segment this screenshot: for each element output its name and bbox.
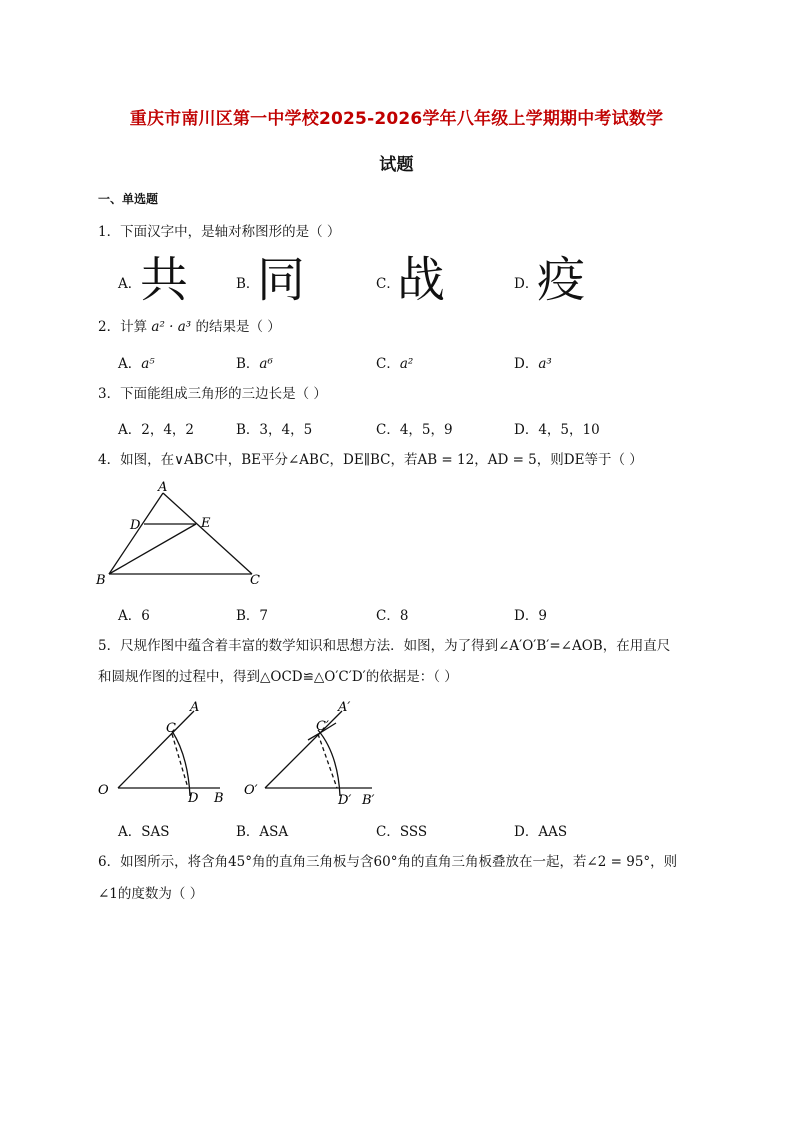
q5-label-o: O: [98, 783, 109, 798]
q4-option-a-text: 6: [141, 608, 150, 624]
question-1-stem: 1．下面汉字中，是轴对称图形的是（ ）: [98, 224, 341, 240]
q4-side-ac: [163, 493, 252, 574]
q3-option-d-letter: D．: [514, 422, 539, 438]
q5-label-d-prime: D′: [338, 793, 352, 808]
q3-option-c-text: 4，5，9: [399, 422, 453, 438]
q4-option-c-letter: C．: [376, 608, 400, 624]
q5-label-d: D: [188, 791, 199, 806]
q4-option-d-text: 9: [538, 608, 547, 624]
q5-arc-c2d2: [318, 730, 340, 796]
q1-option-d-char: 疫: [537, 252, 586, 308]
q4-label-e: E: [201, 516, 211, 531]
q2-option-b: [236, 352, 273, 372]
exam-title: 重庆市南川区第一中学校2025-2026学年八年级上学期期中考试数学: [129, 109, 664, 129]
q2-option-d: [514, 352, 552, 372]
question-2-stem: [98, 317, 281, 337]
q5-option-d-text: AAS: [538, 824, 568, 840]
q1-option-d-letter: D．: [514, 276, 539, 292]
q5-label-a-prime: A′: [338, 700, 351, 715]
q2-option-d-text: a³: [538, 356, 552, 372]
q4-option-b-letter: B．: [236, 608, 260, 624]
q5-option-c: [376, 820, 427, 840]
q4-segment-be: [109, 524, 196, 574]
q4-label-a: A: [158, 480, 168, 495]
q5-option-d: [514, 820, 567, 840]
question-6-stem-line2: ∠1的度数为（ ）: [98, 886, 204, 902]
q5-option-a-text: SAS: [141, 824, 170, 840]
question-4-stem: 4．如图，在∨ABC中，BE平分∠ABC，DE∥BC，若AB = 12，AD = 5，则DE等于（ ）: [98, 452, 643, 468]
q2-stem-pre: 2．计算: [98, 319, 148, 335]
q3-option-a-text: 2，4，2: [141, 422, 195, 438]
q2-option-c-text: a²: [399, 356, 414, 372]
question-6-stem-line1: 6．如图所示，将含角45°角的直角三角板与含60°角的直角三角板叠放在一起，若∠2 = 95°，则: [98, 854, 678, 870]
q5-label-a: A: [190, 700, 200, 715]
q5-construction-figure: [90, 696, 390, 814]
q4-triangle-figure: [90, 478, 280, 590]
q4-option-b: [236, 604, 268, 624]
q2-option-c-letter: C．: [376, 356, 400, 372]
q3-option-d-text: 4，5，10: [538, 422, 600, 438]
q3-option-c-letter: C．: [376, 422, 400, 438]
q5-label-b: B: [214, 791, 224, 806]
exam-title-line2: 试题: [379, 155, 414, 175]
q5-dashed-cd: [172, 734, 188, 788]
q3-option-b-letter: B．: [236, 422, 260, 438]
q5-option-a-letter: A．: [118, 824, 142, 840]
q3-option-a: [118, 418, 194, 438]
section-heading: 一、单选题: [98, 192, 159, 206]
q5-option-b-text: ASA: [259, 824, 289, 840]
q2-option-d-letter: D．: [514, 356, 539, 372]
q1-option-b-letter: B．: [236, 276, 260, 292]
q4-option-d: [514, 604, 547, 624]
q4-label-d: D: [130, 518, 141, 533]
q5-option-c-text: SSS: [399, 824, 428, 840]
q5-ray-oa: [118, 711, 194, 788]
q5-option-b: [236, 820, 288, 840]
q1-option-c-char: 战: [397, 252, 446, 308]
q3-option-b: [236, 418, 312, 438]
q5-label-b-prime: B′: [362, 793, 375, 808]
question-5-stem-line2: 和圆规作图的过程中，得到△OCD≌△O′C′D′的依据是：（ ）: [98, 669, 458, 685]
q1-option-a-char: 共: [140, 252, 189, 308]
q4-option-b-text: 7: [259, 608, 269, 624]
q5-option-a: [118, 820, 170, 840]
q4-label-c: C: [250, 573, 260, 588]
q5-option-b-letter: B．: [236, 824, 260, 840]
q1-option-b-char: 同: [257, 252, 306, 308]
q4-option-a-letter: A．: [118, 608, 142, 624]
q2-option-a-letter: A．: [118, 356, 142, 372]
question-3-stem: 3．下面能组成三角形的三边长是（ ）: [98, 386, 327, 402]
q1-option-c-letter: C．: [376, 276, 400, 292]
q2-option-a: [118, 352, 155, 372]
q2-stem-math: a² · a³: [151, 319, 192, 335]
q5-label-o-prime: O′: [244, 783, 258, 798]
q4-option-c: [376, 604, 408, 624]
q2-stem-post: 的结果是（ ）: [195, 319, 281, 335]
q5-label-c: C: [166, 721, 176, 736]
q1-option-a-letter: A．: [118, 276, 142, 292]
q5-option-d-letter: D．: [514, 824, 539, 840]
q3-option-d: [514, 418, 600, 438]
q5-label-c-prime: C′: [316, 719, 329, 734]
q4-side-ab: [109, 493, 163, 574]
q5-option-c-letter: C．: [376, 824, 400, 840]
q3-option-a-letter: A．: [118, 422, 142, 438]
q4-option-a: [118, 604, 150, 624]
q4-option-c-text: 8: [399, 608, 409, 624]
q3-option-c: [376, 418, 453, 438]
q2-option-b-text: a⁶: [259, 356, 273, 372]
q2-option-b-letter: B．: [236, 356, 260, 372]
q3-option-b-text: 3，4，5: [259, 422, 313, 438]
q2-option-c: [376, 352, 413, 372]
q4-option-d-letter: D．: [514, 608, 539, 624]
q2-option-a-text: a⁵: [141, 356, 155, 372]
question-5-stem-line1: 5．尺规作图中蕴含着丰富的数学知识和思想方法．如图，为了得到∠A′O′B′=∠AOB，在用直尺: [98, 638, 671, 654]
q4-label-b: B: [96, 573, 106, 588]
